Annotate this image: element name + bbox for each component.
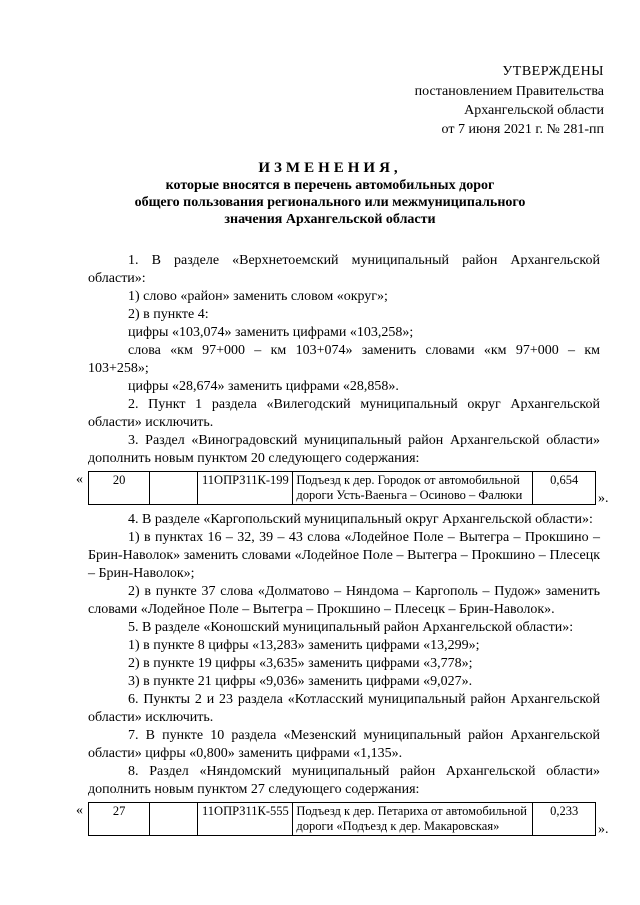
approval-line-1: постановлением Правительства — [414, 84, 604, 99]
table-1-close-quote: ». — [598, 491, 609, 506]
paragraph-1-item-5: цифры «28,674» заменить цифрами «28,858». — [128, 379, 399, 394]
approval-line-2: Архангельской области — [464, 103, 604, 118]
table-2-road-name: Подъезд к дер. Петариха от автомобильной дороги «Подъезд к дер. Макаровская» — [293, 803, 533, 836]
table-row — [89, 472, 596, 505]
paragraph-8: 8. Раздел «Няндомский муниципальный район Архангельской области» дополнить новым пунктом 27 следующего содержания: — [88, 764, 600, 797]
table-2-open-quote: « — [76, 803, 83, 818]
paragraph-1-item-2: 2) в пункте 4: — [128, 307, 209, 322]
paragraph-4-item-1: 1) в пунктах 16 – 32, 39 – 43 слова «Лодейное Поле – Вытегра – Прокшино – Брин-Наволок» заменить словами «Лодейное Поле – Вытегра – Прокшино – Плесецк – Брин-Наволок»; — [88, 530, 600, 581]
table-2-close-quote: ». — [598, 822, 609, 837]
table-1-blank — [150, 472, 198, 505]
table-2-number: 27 — [89, 803, 150, 836]
title-line-2: общего пользования регионального или межмуниципального — [134, 195, 526, 210]
paragraph-6: 6. Пункты 2 и 23 раздела «Котласский муниципальный район Архангельской области» исключить. — [88, 692, 600, 725]
paragraph-3: 3. Раздел «Виноградовский муниципальный район Архангельской области» дополнить новым пунктом 20 следующего содержания: — [88, 433, 600, 466]
document-title — [60, 160, 600, 228]
table-row — [89, 803, 596, 836]
table-1-open-quote: « — [76, 472, 83, 487]
table-2-blank — [150, 803, 198, 836]
title-line-3: значения Архангельской области — [224, 212, 436, 227]
approval-lead: УТВЕРЖДЕНЫ — [502, 64, 604, 79]
paragraph-5: 5. В разделе «Коношский муниципальный район Архангельской области»: — [128, 620, 574, 635]
paragraph-4-item-2: 2) в пункте 37 слова «Долматово – Няндома – Каргополь – Пудож» заменить словами «Лодейное Поле – Вытегра – Прокшино – Плесецк – Брин-Наволок». — [88, 584, 600, 617]
paragraph-2: 2. Пункт 1 раздела «Вилегодский муниципальный округ Архангельской области» исключить. — [88, 397, 600, 430]
amendment-table-1 — [76, 471, 609, 506]
paragraph-1: 1. В разделе «Верхнетоемский муниципальный район Архангельской области»: — [88, 253, 600, 286]
paragraph-7: 7. В пункте 10 раздела «Мезенский муниципальный район Архангельской области» цифры «0,800» заменить цифрами «1,135». — [88, 728, 600, 761]
paragraph-1-item-1: 1) слово «район» заменить словом «округ»; — [128, 289, 388, 304]
table-1-number: 20 — [89, 472, 150, 505]
paragraph-5-item-2: 2) в пункте 19 цифры «3,635» заменить цифрами «3,778»; — [128, 656, 473, 671]
paragraph-5-item-1: 1) в пункте 8 цифры «13,283» заменить цифрами «13,299»; — [128, 638, 480, 653]
table-1-road-name: Подъезд к дер. Городок от автомобильной дороги Усть-Ваеньга – Осиново – Фалюки — [293, 472, 533, 505]
paragraph-1-item-3: цифры «103,074» заменить цифрами «103,258»; — [128, 325, 414, 340]
table-1-length: 0,654 — [533, 472, 596, 505]
title-heading: ИЗМЕНЕНИЯ, — [258, 160, 402, 176]
document-body — [76, 252, 609, 842]
paragraph-5-item-3: 3) в пункте 21 цифры «9,036» заменить цифрами «9,027». — [128, 674, 473, 689]
paragraph-4: 4. В разделе «Каргопольский муниципальный округ Архангельской области»: — [128, 512, 593, 527]
table-2-code: 11ОПРЗ11К-555 — [198, 803, 293, 836]
table-1-code: 11ОПРЗ11К-199 — [198, 472, 293, 505]
paragraph-1-item-4: слова «км 97+000 – км 103+074» заменить словами «км 97+000 – км 103+258»; — [88, 343, 600, 376]
approval-line-3: от 7 июня 2021 г. № 281-пп — [441, 122, 604, 137]
title-line-1: которые вносятся в перечень автомобильных дорог — [165, 178, 495, 193]
approval-stamp — [364, 62, 604, 139]
table-2-length: 0,233 — [533, 803, 596, 836]
amendment-table-2 — [76, 802, 609, 837]
